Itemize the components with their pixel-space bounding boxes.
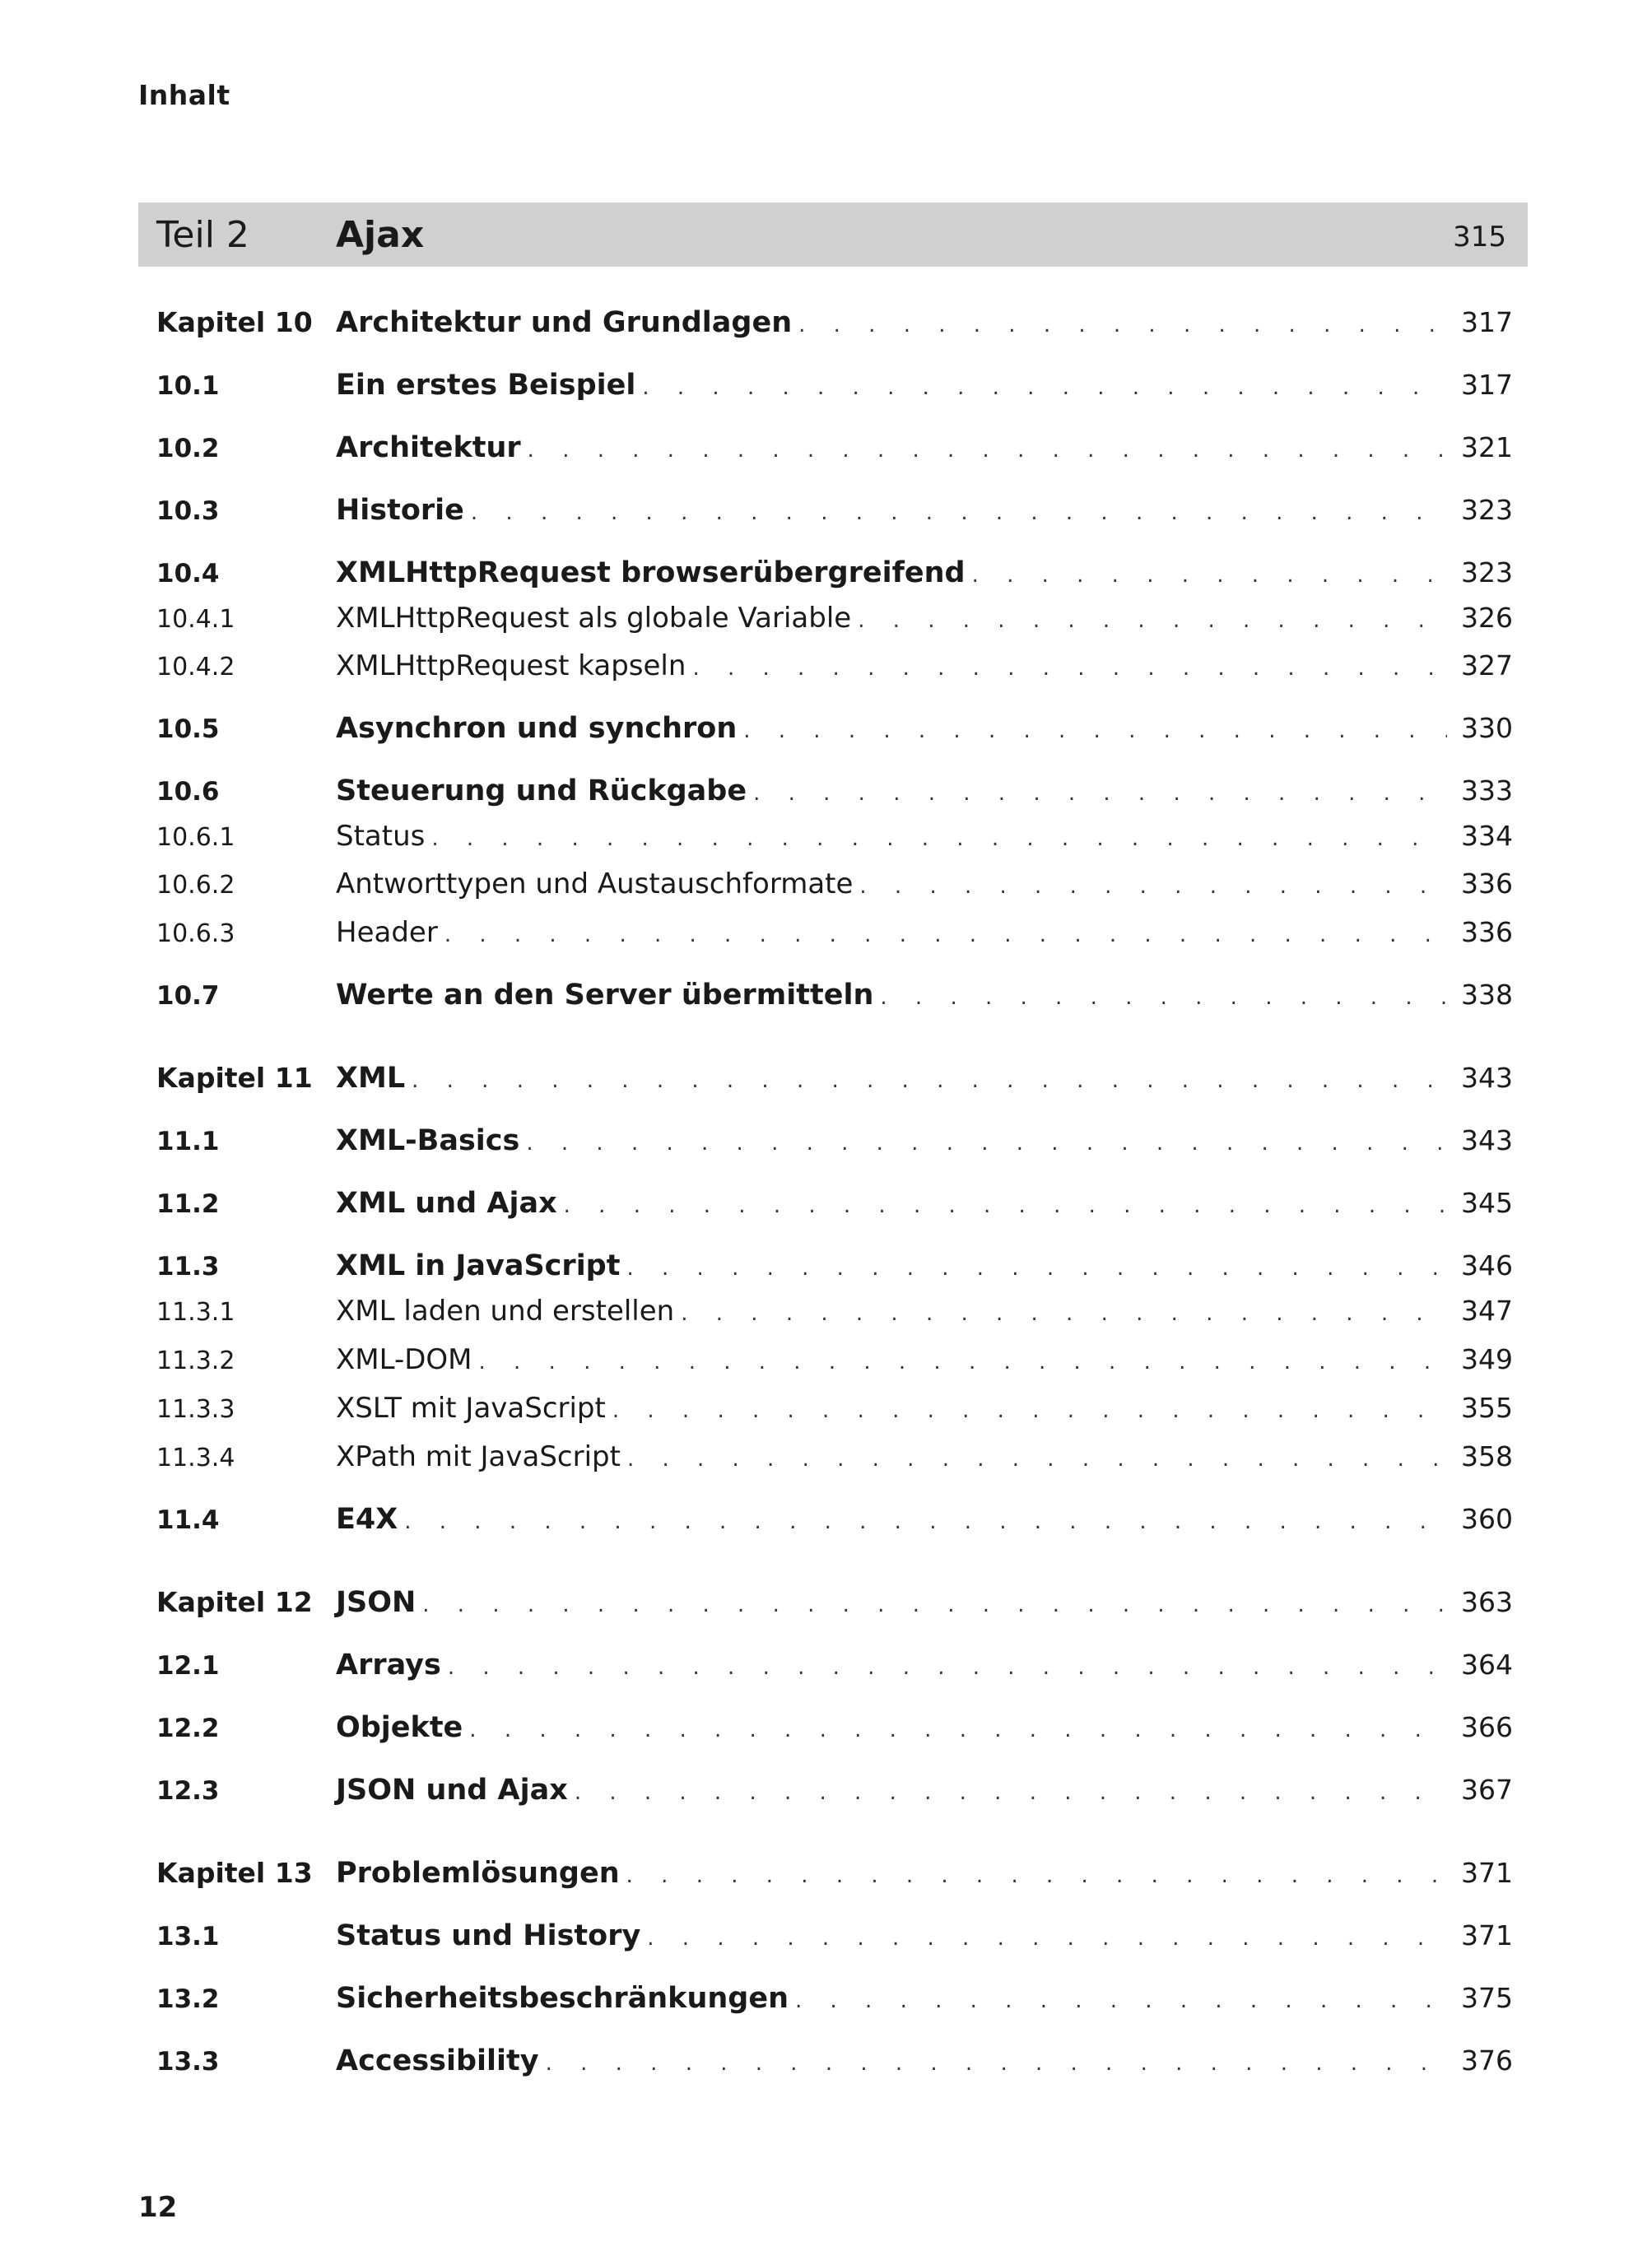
- toc-entry-page: 367: [1461, 1774, 1513, 1806]
- toc-entry-title: E4X: [336, 1503, 398, 1536]
- toc-entry-page: 355: [1461, 1392, 1513, 1424]
- toc-leader-dots: [564, 1193, 1447, 1218]
- toc-entry-title: XMLHttpRequest als globale Variable: [336, 602, 852, 635]
- toc-entry: [156, 1982, 1513, 2023]
- toc-entry: [156, 602, 1513, 643]
- toc-entry: [156, 1857, 1513, 1898]
- toc-entry-title: Status und History: [336, 1919, 641, 1952]
- toc-entry-number: 10.3: [156, 496, 220, 526]
- toc-entry-number: 13.3: [156, 2047, 220, 2077]
- toc-entry-title: Architektur: [336, 431, 521, 464]
- toc-leader-dots: [526, 1131, 1447, 1156]
- toc-entry-number: 10.6.2: [156, 871, 235, 900]
- toc-entry-title: Sicherheitsbeschränkungen: [336, 1982, 789, 2015]
- toc-leader-dots: [479, 1350, 1447, 1375]
- toc-entry-number: Kapitel 10: [156, 306, 313, 338]
- toc-entry-number: 10.4.2: [156, 653, 235, 681]
- toc-leader-dots: [404, 1509, 1447, 1534]
- toc-entry-page: 333: [1461, 774, 1513, 807]
- toc-entry: [156, 1919, 1513, 1961]
- toc-entry: [156, 916, 1513, 957]
- toc-entry-number: 11.3.2: [156, 1347, 235, 1375]
- toc-entry-number: 11.3.3: [156, 1395, 235, 1424]
- toc-entry: [156, 1649, 1513, 1690]
- toc-entry-title: XML und Ajax: [336, 1187, 557, 1220]
- toc-entry-number: 13.2: [156, 1984, 220, 2014]
- toc-entry-number: 11.3: [156, 1252, 220, 1282]
- toc-entry-title: Antworttypen und Austauschformate: [336, 868, 854, 900]
- toc-entry-page: 338: [1461, 979, 1513, 1011]
- toc-entry: [156, 1586, 1513, 1627]
- toc-entry: [156, 494, 1513, 535]
- toc-entry-page: 364: [1461, 1649, 1513, 1681]
- toc-leader-dots: [642, 375, 1447, 400]
- toc-entry-title: XML laden und erstellen: [336, 1295, 675, 1328]
- toc-entry: [156, 979, 1513, 1020]
- toc-entry: [156, 306, 1513, 347]
- toc-leader-dots: [681, 1301, 1447, 1326]
- toc-entry-page: 334: [1461, 820, 1513, 852]
- toc-entry-page: 349: [1461, 1343, 1513, 1375]
- toc-entry-page: 317: [1461, 369, 1513, 401]
- toc-leader-dots: [627, 1447, 1447, 1472]
- toc-leader-dots: [795, 1989, 1447, 2013]
- toc-entry-number: 10.1: [156, 371, 220, 401]
- toc-entry-number: 10.7: [156, 981, 220, 1011]
- toc-leader-dots: [647, 1926, 1447, 1951]
- toc-entry-page: 371: [1461, 1857, 1513, 1889]
- toc-entry-number: 11.1: [156, 1127, 220, 1156]
- toc-leader-dots: [471, 500, 1447, 525]
- toc-entry-title: Asynchron und synchron: [336, 712, 738, 745]
- toc-entry-page: 330: [1461, 712, 1513, 744]
- toc-entry-page: 358: [1461, 1440, 1513, 1472]
- toc-entry-page: 326: [1461, 602, 1513, 634]
- toc-entry-page: 345: [1461, 1187, 1513, 1219]
- toc-entry-page: 343: [1461, 1124, 1513, 1156]
- toc-entry-number: 13.1: [156, 1922, 220, 1951]
- toc-entry-title: XMLHttpRequest kapseln: [336, 649, 686, 682]
- toc-leader-dots: [444, 923, 1447, 947]
- toc-entry-title: Status: [336, 820, 426, 853]
- toc-leader-dots: [575, 1780, 1447, 1805]
- toc-entry-title: JSON und Ajax: [336, 1774, 568, 1807]
- toc-entry: [156, 1187, 1513, 1228]
- toc-entry-number: Kapitel 11: [156, 1062, 313, 1094]
- toc-entry-page: 327: [1461, 649, 1513, 681]
- toc-entry: [156, 774, 1513, 816]
- toc-entry-title: Objekte: [336, 1711, 463, 1744]
- toc-entry-title: XML: [336, 1062, 406, 1095]
- toc-entry-page: 323: [1461, 556, 1513, 588]
- toc-leader-dots: [743, 719, 1447, 743]
- toc-entry: [156, 1503, 1513, 1544]
- toc-leader-dots: [858, 608, 1447, 633]
- toc-entry-page: 363: [1461, 1586, 1513, 1618]
- toc-entry-title: Accessibility: [336, 2044, 539, 2077]
- toc-entry: [156, 868, 1513, 909]
- toc-leader-dots: [528, 438, 1447, 463]
- toc-leader-dots: [469, 1718, 1447, 1742]
- part-label: Teil 2: [156, 214, 249, 256]
- toc-entry-number: 10.6.3: [156, 919, 235, 948]
- toc-entry-title: XML-Basics: [336, 1124, 520, 1157]
- toc-entry-page: 321: [1461, 431, 1513, 463]
- toc-entry-page: 375: [1461, 1982, 1513, 2014]
- toc-entry-number: 11.3.4: [156, 1444, 235, 1472]
- running-header: Inhalt: [138, 79, 230, 111]
- toc-entry-page: 376: [1461, 2044, 1513, 2077]
- toc-entry-number: 10.6: [156, 777, 220, 807]
- toc-entry-number: 10.4.1: [156, 605, 235, 634]
- toc-entry-number: 12.1: [156, 1651, 220, 1681]
- toc-leader-dots: [626, 1256, 1447, 1281]
- toc-entry: [156, 1124, 1513, 1165]
- toc-leader-dots: [412, 1068, 1447, 1093]
- toc-entry-page: 336: [1461, 916, 1513, 948]
- toc-entry: [156, 1774, 1513, 1815]
- toc-entry-page: 343: [1461, 1062, 1513, 1094]
- toc-entry: [156, 2044, 1513, 2086]
- toc-entry-page: 371: [1461, 1919, 1513, 1951]
- toc-leader-dots: [753, 781, 1447, 806]
- toc-leader-dots: [422, 1593, 1447, 1617]
- toc-entry-page: 360: [1461, 1503, 1513, 1535]
- toc-entry-title: XMLHttpRequest browserübergreifend: [336, 556, 966, 589]
- toc-entry-page: 347: [1461, 1295, 1513, 1327]
- toc-entry-number: 11.4: [156, 1505, 220, 1535]
- toc-entry-title: Ein erstes Beispiel: [336, 369, 636, 402]
- toc-entry: [156, 712, 1513, 753]
- toc-entry: [156, 1711, 1513, 1752]
- toc-entry-title: JSON: [336, 1586, 416, 1619]
- toc-entry: [156, 369, 1513, 410]
- toc-entry-title: Architektur und Grundlagen: [336, 306, 793, 339]
- toc-entry-number: 12.2: [156, 1714, 220, 1743]
- toc-leader-dots: [972, 563, 1447, 588]
- toc-entry: [156, 556, 1513, 598]
- toc-entry-number: 10.2: [156, 434, 220, 463]
- toc-entry-title: XML in JavaScript: [336, 1249, 621, 1282]
- toc-leader-dots: [880, 985, 1447, 1010]
- toc-leader-dots: [431, 826, 1447, 851]
- toc-entry-number: 10.5: [156, 714, 220, 744]
- toc-entry-number: 11.2: [156, 1189, 220, 1219]
- toc-leader-dots: [626, 1863, 1447, 1888]
- toc-entry: [156, 1343, 1513, 1384]
- toc-entry-title: Header: [336, 916, 438, 949]
- toc-entry-title: Problemlösungen: [336, 1857, 620, 1890]
- toc-entry: [156, 1440, 1513, 1482]
- toc-entry-title: XML-DOM: [336, 1343, 472, 1376]
- toc-entry: [156, 1062, 1513, 1103]
- toc-entry-page: 366: [1461, 1711, 1513, 1743]
- page-number: 12: [138, 2191, 178, 2224]
- toc-entry-number: 10.4: [156, 559, 220, 588]
- toc-entry-title: XSLT mit JavaScript: [336, 1392, 606, 1425]
- toc-entry: [156, 1295, 1513, 1336]
- toc-leader-dots: [448, 1655, 1447, 1680]
- toc-entry-number: Kapitel 12: [156, 1586, 313, 1618]
- toc-entry-number: 12.3: [156, 1776, 220, 1806]
- toc-entry: [156, 431, 1513, 472]
- toc-entry: [156, 820, 1513, 861]
- toc-entry-number: 10.6.1: [156, 823, 235, 852]
- toc-entry-number: 11.3.1: [156, 1298, 235, 1327]
- toc-entry-title: Historie: [336, 494, 464, 527]
- toc-entry-page: 323: [1461, 494, 1513, 526]
- toc-entry-number: Kapitel 13: [156, 1857, 313, 1889]
- toc-entry-page: 346: [1461, 1249, 1513, 1282]
- toc-leader-dots: [798, 313, 1447, 337]
- toc-leader-dots: [612, 1398, 1447, 1423]
- toc-entry-title: Steuerung und Rückgabe: [336, 774, 747, 807]
- part-page-number: 315: [1453, 221, 1506, 254]
- toc-entry-page: 336: [1461, 868, 1513, 900]
- toc-leader-dots: [859, 874, 1447, 899]
- toc-entry-title: XPath mit JavaScript: [336, 1440, 621, 1473]
- toc-leader-dots: [546, 2051, 1447, 2076]
- part-title: Ajax: [336, 214, 425, 256]
- toc-entry: [156, 1249, 1513, 1291]
- toc-entry: [156, 649, 1513, 691]
- toc-entry-page: 317: [1461, 306, 1513, 338]
- toc-entry-title: Werte an den Server übermitteln: [336, 979, 874, 1012]
- toc-entry: [156, 1392, 1513, 1433]
- toc-leader-dots: [692, 656, 1447, 681]
- toc-entry-title: Arrays: [336, 1649, 441, 1682]
